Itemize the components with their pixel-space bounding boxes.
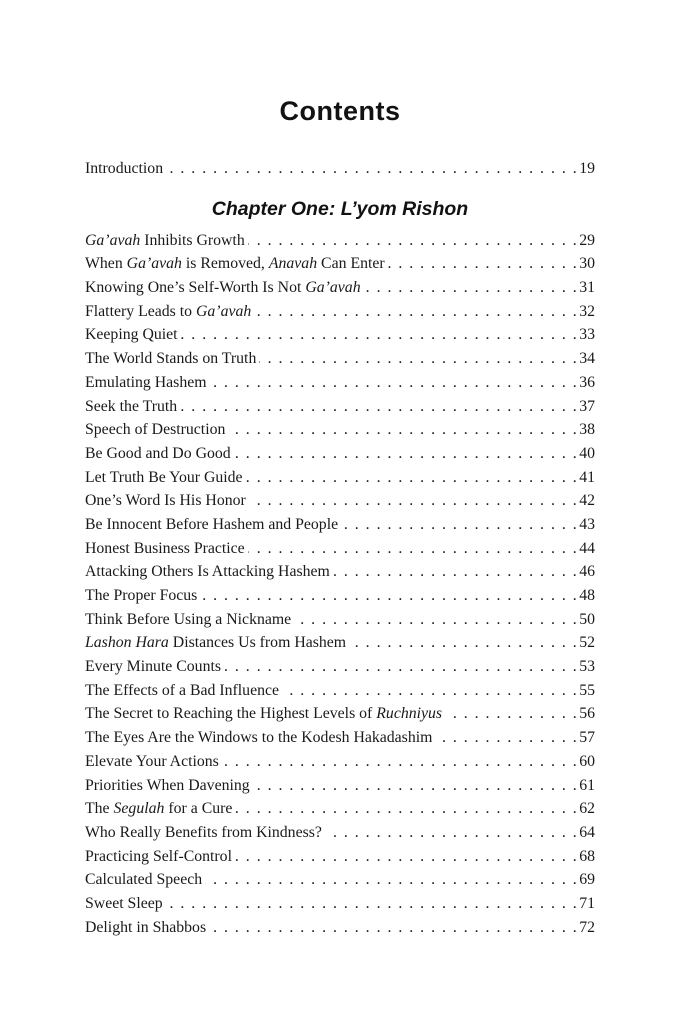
toc-entry [85,371,595,395]
dot-leader [294,608,578,632]
toc-entry [85,276,595,300]
toc-entry-page-number: 48 [579,587,595,604]
toc-entry-page-number: 46 [579,563,595,581]
toc-entry-page-number: 30 [579,255,595,273]
toc-entry [85,702,595,726]
dot-leader [325,821,578,845]
toc-entry-page-number: 57 [579,729,595,747]
dot-leader [228,418,578,442]
toc-entry-title: The Eyes Are the Windows to the Kodesh Hakadashim [85,729,433,747]
toc-entry-page-number: 61 [579,776,595,794]
toc-entry [85,845,595,869]
toc-entry-page-number: 36 [579,373,595,391]
toc-entry-page-number: 52 [579,634,595,652]
toc-entry-page-number: 56 [579,705,595,723]
toc-entry-page-number: 37 [579,397,595,415]
toc-entry [85,584,595,608]
toc-entry-page-number: 69 [579,871,595,889]
toc-entry-page-number: 53 [579,658,595,676]
toc-entry-title: Calculated Speech [85,871,203,889]
toc-entry-title: Every Minute Counts [85,658,222,676]
toc-entry-title: Be Good and Do Good [85,444,231,462]
toc-entry-title: Delight in Shabbos [85,918,207,936]
dot-leader [259,347,578,371]
toc-entry-title: Ga’avah Inhibits Growth [85,231,245,249]
toc-entry-title: The Segulah for a Cure [85,800,233,818]
dot-leader [364,276,579,300]
toc-entry-page-number: 31 [579,279,595,297]
dot-leader [224,655,578,679]
toc-entry-title: Elevate Your Actions [85,752,219,770]
toc-entry-title: Knowing One’s Self-Worth Is Not Ga’avah [85,279,361,297]
page-title: Contents [279,96,401,126]
toc-entry-page-number: 55 [579,681,595,699]
dot-leader [388,252,579,276]
dot-leader [333,560,578,584]
toc-entry [85,418,595,442]
toc-entry-title: One’s Word Is His Honor [85,492,246,510]
toc-entry [85,442,595,466]
toc-entry-title: Introduction [85,160,164,177]
toc-entry-page-number: 71 [579,894,595,912]
toc-entry-page-number: 32 [579,302,595,320]
toc-entry-page-number: 40 [579,444,595,462]
toc-entry-title: Think Before Using a Nickname [85,610,292,628]
toc-entry [85,466,595,490]
toc-entry-page-number: 41 [579,468,595,486]
toc-entry [85,323,595,347]
toc-entry [85,513,595,537]
toc-entry [85,489,595,513]
toc-entry [85,229,595,253]
toc-entry [85,395,595,419]
toc-entry-page-number: 43 [579,515,595,533]
toc-entry [85,608,595,632]
dot-leader [166,892,579,916]
toc-entry-page-number: 72 [579,918,595,936]
toc-entry-title: Priorities When Davening [85,776,250,794]
toc-entry-title: Be Innocent Before Hashem and People [85,515,339,533]
toc-entry-title: The World Stands on Truth [85,350,257,368]
toc-entry-page-number: 64 [579,823,595,841]
toc-entry-page-number: 29 [579,231,595,249]
chapter-heading: Chapter One: L’yom Rishon [211,197,469,220]
dot-leader [222,750,578,774]
toc-entry-title: Who Really Benefits from Kindness? [85,823,322,841]
dot-leader [181,323,579,347]
toc-entry-title: Emulating Hashem [85,373,207,391]
toc-entry [85,821,595,845]
toc-entry-title: Keeping Quiet [85,326,178,344]
dot-leader [435,726,578,750]
toc-entry-page-number: 60 [579,752,595,770]
toc-entry-title: The Effects of a Bad Influence [85,681,280,699]
toc-entry-title: When Ga’avah is Removed, Anavah Can Enter [85,255,385,273]
toc-entry-page-number: 33 [579,326,595,344]
toc-entry [85,537,595,561]
dot-leader [200,584,578,608]
toc-entry-page-number: 19 [579,160,595,177]
toc-entry [85,631,595,655]
toc-entry-page-number: 50 [579,610,595,628]
toc-entry-title: Lashon Hara Distances Us from Hashem [85,634,347,652]
toc-entry [85,797,595,821]
toc-entry-title: Flattery Leads to Ga’avah [85,302,252,320]
toc-entry [85,252,595,276]
toc-entry [85,560,595,584]
toc-entry [85,655,595,679]
toc-entry [85,157,595,181]
dot-leader [253,774,579,798]
toc-entry-title: Seek the Truth [85,397,178,415]
toc-entry-title: Honest Business Practice [85,539,245,557]
dot-leader [349,631,578,655]
dot-leader [235,797,578,821]
toc-entry [85,916,595,940]
toc-entry [85,868,595,892]
toc-entry [85,347,595,371]
toc-entry-list [85,229,595,940]
dot-leader [249,489,578,513]
toc-entry-page-number: 62 [579,800,595,818]
toc-entry [85,726,595,750]
toc-entry-title: Sweet Sleep [85,894,163,912]
dot-leader [254,300,578,324]
toc-entry-title: The Secret to Reaching the Highest Levels of Ruchniyus [85,705,443,723]
dot-leader [341,513,578,537]
toc-entry-title: Attacking Others Is Attacking Hashem [85,563,330,581]
dot-leader [180,395,578,419]
toc-entry-page-number: 44 [579,539,595,557]
toc-entry [85,750,595,774]
toc-intro-section [85,157,595,181]
dot-leader [282,679,578,703]
toc-entry-page-number: 68 [579,847,595,865]
toc-entry [85,774,595,798]
dot-leader [248,229,578,253]
toc-entry-page-number: 34 [579,350,595,368]
toc-entry-page-number: 38 [579,421,595,439]
dot-leader [210,371,579,395]
dot-leader [235,845,578,869]
toc-entry [85,300,595,324]
toc-entry [85,892,595,916]
dot-leader [248,537,579,561]
dot-leader [166,157,578,181]
dot-leader [205,868,578,892]
toc-entry-title: Practicing Self-Control [85,847,232,865]
dot-leader [234,442,579,466]
dot-leader [445,702,578,726]
toc-entry [85,679,595,703]
toc-entry-title: The Proper Focus [85,587,198,604]
toc-entry-title: Let Truth Be Your Guide [85,468,243,486]
toc-entry-page-number: 42 [579,492,595,510]
dot-leader [246,466,579,490]
dot-leader [209,916,578,940]
toc-entry-title: Speech of Destruction [85,421,226,439]
